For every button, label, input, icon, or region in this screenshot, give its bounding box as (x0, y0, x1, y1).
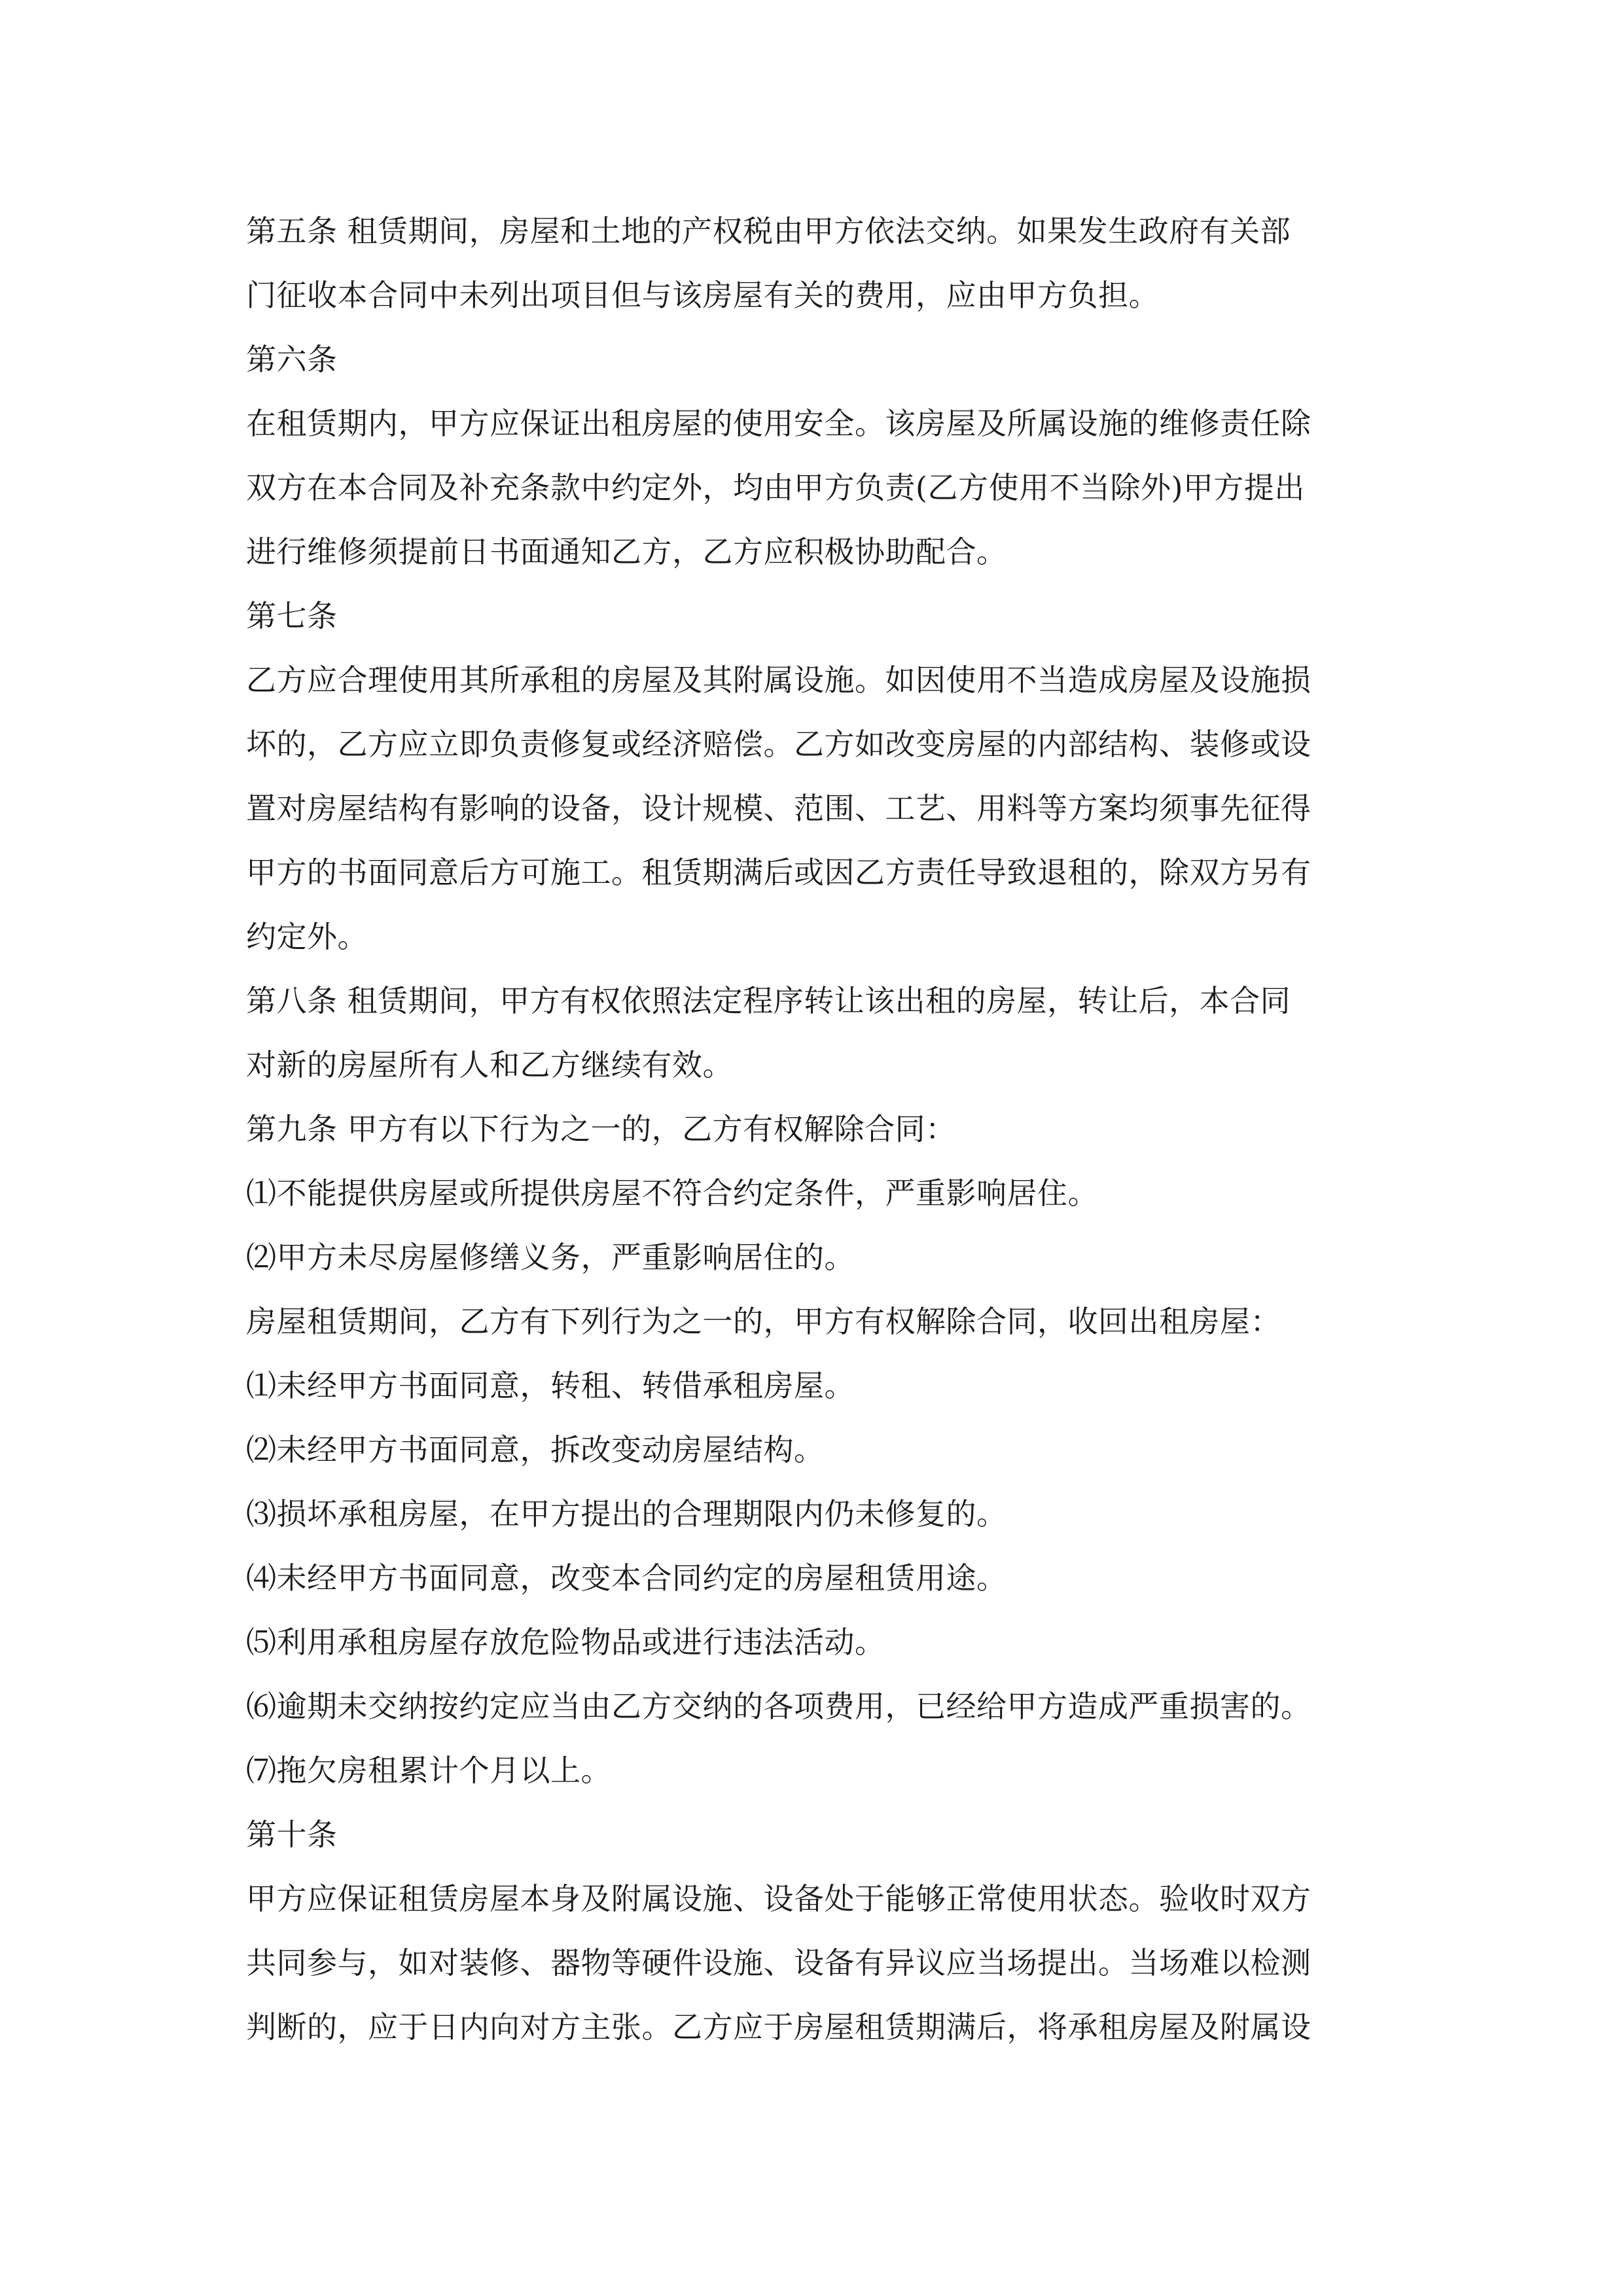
text-line: 对新的房屋所有人和乙方继续有效。 (246, 1047, 733, 1083)
article-heading: 第十条 (246, 1817, 338, 1852)
text-line: 在租赁期内，甲方应保证出租房屋的使用安全。该房屋及所属设施的维修责任除 (246, 406, 1311, 441)
contract-body (246, 199, 1385, 2059)
list-item: ⑹逾期未交纳按约定应当由乙方交纳的各项费用，已经给甲方造成严重损害的。 (246, 1689, 1311, 1724)
text-line: 双方在本合同及补充条款中约定外，均由甲方负责(乙方使用不当除外)甲方提出 (246, 470, 1305, 505)
text-line: 乙方应合理使用其所承租的房屋及其附属设施。如因使用不当造成房屋及设施损 (246, 662, 1311, 698)
text-line: 共同参与，如对装修、器物等硬件设施、设备有异议应当场提出。当场难以检测 (246, 1945, 1311, 1981)
list-item: ⑺拖欠房租累计个月以上。 (246, 1753, 611, 1788)
list-item: ⑵未经甲方书面同意，拆改变动房屋结构。 (246, 1432, 825, 1467)
text-line: 第八条 租赁期间，甲方有权依照法定程序转让该出租的房屋，转让后，本合同 (246, 983, 1291, 1018)
text-line: 甲方应保证租赁房屋本身及附属设施、设备处于能够正常使用状态。验收时双方 (246, 1881, 1311, 1916)
text-line: 第九条 甲方有以下行为之一的，乙方有权解除合同： (246, 1111, 956, 1147)
list-item: ⑴不能提供房屋或所提供房屋不符合约定条件，严重影响居住。 (246, 1175, 1098, 1211)
text-line: 甲方的书面同意后方可施工。租赁期满后或因乙方责任导致退租的，除双方另有 (246, 855, 1311, 890)
text-line: 置对房屋结构有影响的设备，设计规模、范围、工艺、用料等方案均须事先征得 (246, 791, 1311, 826)
text-line: 第五条 租赁期间，房屋和土地的产权税由甲方依法交纳。如果发生政府有关部 (246, 213, 1291, 249)
list-item: ⑴未经甲方书面同意，转租、转借承租房屋。 (246, 1368, 855, 1403)
article-heading: 第七条 (246, 598, 338, 634)
text-line: 房屋租赁期间，乙方有下列行为之一的，甲方有权解除合同，收回出租房屋： (246, 1304, 1281, 1339)
text-line: 约定外。 (246, 919, 368, 954)
article-heading: 第六条 (246, 342, 338, 377)
list-item: ⑶损坏承租房屋，在甲方提出的合理期限内仍未修复的。 (246, 1496, 1007, 1532)
list-item: ⑸利用承租房屋存放危险物品或进行违法活动。 (246, 1624, 885, 1660)
text-line: 门征收本合同中未列出项目但与该房屋有关的费用，应由甲方负担。 (246, 278, 1159, 313)
list-item: ⑷未经甲方书面同意，改变本合同约定的房屋租赁用途。 (246, 1560, 1007, 1596)
list-item: ⑵甲方未尽房屋修缮义务，严重影响居住的。 (246, 1240, 855, 1275)
text-line: 坏的，乙方应立即负责修复或经济赔偿。乙方如改变房屋的内部结构、装修或设 (246, 726, 1311, 762)
text-line: 判断的，应于日内向对方主张。乙方应于房屋租赁期满后，将承租房屋及附属设 (246, 2009, 1311, 2045)
text-line: 进行维修须提前日书面通知乙方，乙方应积极协助配合。 (246, 534, 1007, 569)
